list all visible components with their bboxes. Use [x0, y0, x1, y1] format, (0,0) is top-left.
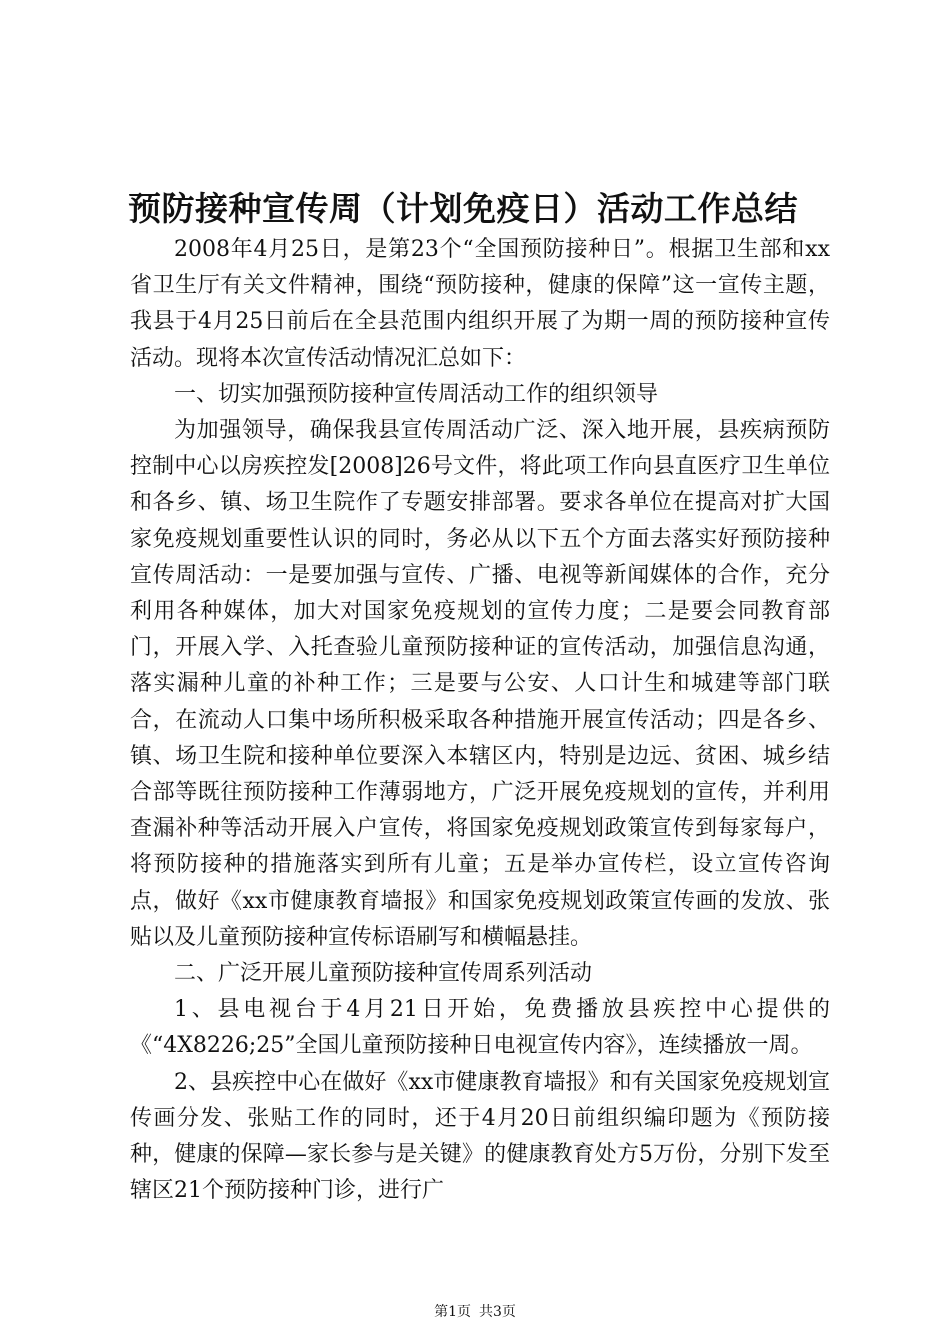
paragraph-organization: 为加强领导，确保我县宣传周活动广泛、深入地开展，县疾病预防控制中心以房疾控发[2008]26号文件，将此项工作向县直医疗卫生单位和各乡、镇、场卫生院作了专题安排部署。要求各单位在提高对扩大国家免疫规划重要性认识的同时，务必从以下五个方面去落实好预防接种宣传周活动：一是要加强与宣传、广播、电视等新闻媒体的合作，充分利用各种媒体，加大对国家免疫规划的宣传力度；二是要会同教育部门，开展入学、入托查验儿童预防接种证的宣传活动，加强信息沟通，落实漏种儿童的补种工作；三是要与公安、人口计生和城建等部门联合，在流动人口集中场所积极采取各种措施开展宣传活动；四是各乡、镇、场卫生院和接种单位要深入本辖区内，特别是边远、贫困、城乡结合部等既往预防接种工作薄弱地方，广泛开展免疫规划的宣传，并利用查漏补种等活动开展入户宣传，将国家免疫规划政策宣传到每家每户，将预防接种的措施落实到所有儿童；五是举办宣传栏，设立宣传咨询点，做好《xx市健康教育墙报》和国家免疫规划政策宣传画的发放、张贴以及儿童预防接种宣传标语刷写和横幅悬挂。 — [130, 418, 830, 950]
paragraph-intro: 2008年4月25日，是第23个“全国预防接种日”。根据卫生部和xx省卫生厅有关文件精神，围绕“预防接种，健康的保障”这一宣传主题，我县于4月25日前后在全县范围内组织开展了为期一周的预防接种宣传活动。现将本次宣传活动情况汇总如下： — [130, 237, 830, 371]
section-heading-2: 二、广泛开展儿童预防接种宣传周系列活动 — [174, 961, 593, 987]
page-number: 第1页 — [434, 1304, 471, 1320]
document-title: 预防接种宣传周（计划免疫日）活动工作总结 — [128, 189, 798, 228]
page-footer — [0, 1302, 950, 1322]
page-total: 共3页 — [479, 1304, 516, 1320]
paragraph-item-1: 1、县电视台于4月21日开始，免费播放县疾控中心提供的《“4X8226;25”全国儿童预防接种日电视宣传内容》，连续播放一周。 — [130, 997, 830, 1059]
document-body — [130, 232, 830, 1209]
paragraph-item-2: 2、县疾控中心在做好《xx市健康教育墙报》和有关国家免疫规划宣传画分发、张贴工作的同时，还于4月20日前组织编印题为《预防接种，健康的保障—家长参与是关键》的健康教育处方5万份，分别下发至辖区21个预防接种门诊，进行广 — [130, 1069, 830, 1204]
section-heading-1: 一、切实加强预防接种宣传周活动工作的组织领导 — [174, 381, 659, 407]
